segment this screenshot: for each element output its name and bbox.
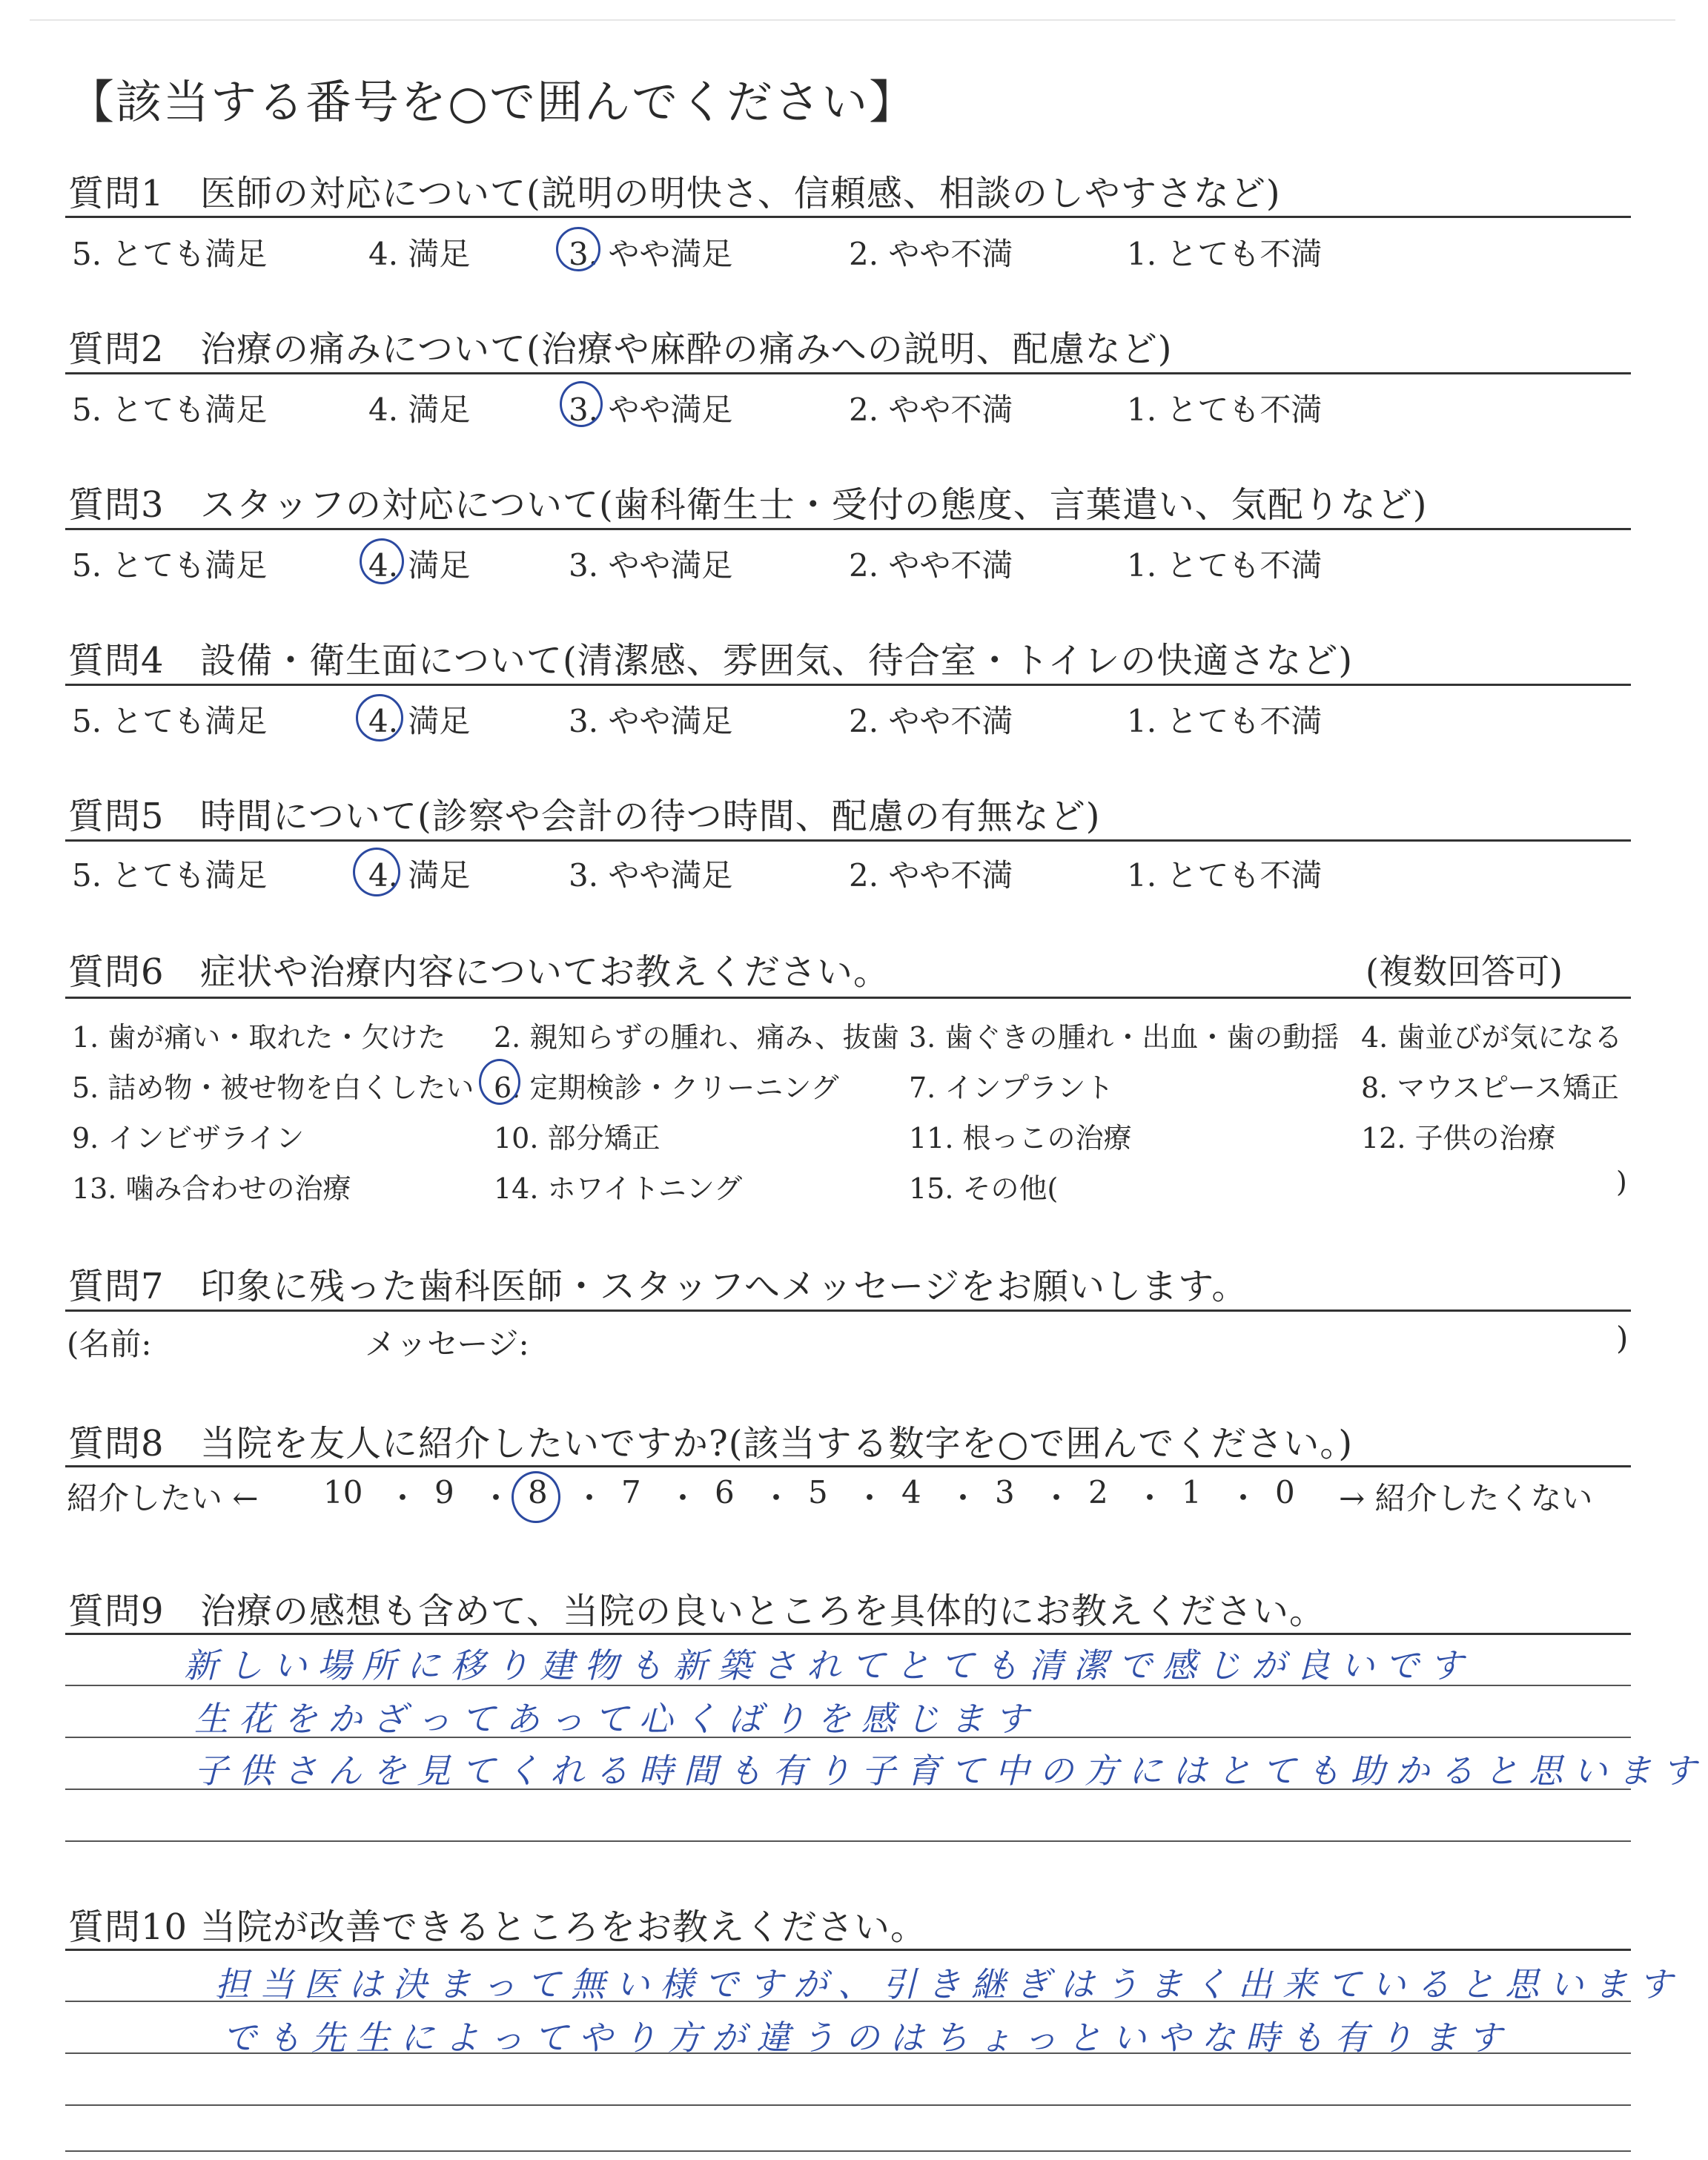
- question-number: 質問7: [68, 1266, 165, 1307]
- multiple-answer-note: (複数回答可): [1366, 951, 1563, 991]
- q1-option-2[interactable]: 2. やや不満: [849, 236, 1013, 272]
- q6-answer-circle: [479, 1059, 520, 1105]
- q4-option-5[interactable]: 5. とても満足: [72, 703, 268, 739]
- q8-score-0[interactable]: 0: [1275, 1474, 1295, 1510]
- q6-option-15[interactable]: 15. その他(: [909, 1172, 1059, 1205]
- q8-scale-left-label: 紹介したい ←: [67, 1480, 259, 1516]
- q1-answer-circle: [556, 227, 600, 271]
- q8-separator: ・: [667, 1480, 699, 1516]
- q3-option-2[interactable]: 2. やや不満: [849, 547, 1013, 584]
- q6-option-7[interactable]: 7. インプラント: [909, 1071, 1114, 1104]
- q2-option-1[interactable]: 1. とても不満: [1127, 392, 1323, 428]
- q8-separator: ・: [1228, 1480, 1260, 1516]
- q1-option-5[interactable]: 5. とても満足: [72, 236, 268, 272]
- q2-option-2[interactable]: 2. やや不満: [849, 392, 1013, 428]
- question-text: 治療の感想も含めて、当院の良いところを具体的にお教えください。: [200, 1591, 1326, 1632]
- q9-handwritten-line-1: 新しい場所に移り建物も新築されてとても清潔で感じが良いです: [184, 1645, 1474, 1685]
- q8-scale-right-label: → 紹介したくない: [1339, 1480, 1593, 1516]
- question-rule: [65, 216, 1631, 218]
- q3-option-3[interactable]: 3. やや満足: [569, 547, 733, 584]
- answer-line: [65, 2150, 1631, 2152]
- q7-message-label: メッセージ:: [365, 1326, 529, 1362]
- q8-score-3[interactable]: 3: [995, 1474, 1015, 1510]
- scan-edge-line: [30, 19, 1675, 21]
- q5-option-4[interactable]: 4. 満足: [368, 857, 471, 894]
- question-6-title: [68, 943, 890, 994]
- answer-line: [65, 1840, 1631, 1842]
- q1-option-1[interactable]: 1. とても不満: [1127, 236, 1323, 272]
- question-number: 質問10: [68, 1906, 188, 1948]
- question-9-title: [68, 1582, 1325, 1634]
- question-text: 治療の痛みについて(治療や麻酔の痛みへの説明、配慮など): [200, 328, 1173, 370]
- q9-handwritten-line-3: 子供さんを見てくれる時間も有り子育て中の方にはとても助かると思います: [194, 1751, 1707, 1791]
- question-8-title: [68, 1415, 1353, 1466]
- question-text: 時間について(診察や会計の待つ時間、配慮の有無など): [200, 796, 1101, 837]
- q6-option-11[interactable]: 11. 根っこの治療: [909, 1122, 1132, 1155]
- q10-handwritten-line-2: でも先生によってやり方が違うのはちょっといやな時も有ります: [222, 2018, 1512, 2058]
- q4-option-3[interactable]: 3. やや満足: [569, 703, 733, 739]
- q9-handwritten-line-2: 生花をかざってあって心くばりを感じます: [194, 1699, 1039, 1739]
- q8-score-4[interactable]: 4: [901, 1474, 921, 1510]
- question-3-title: [68, 476, 1428, 527]
- question-rule: [65, 372, 1631, 374]
- question-number: 質問8: [68, 1423, 165, 1464]
- question-text: 症状や治療内容についてお教えください。: [200, 951, 890, 993]
- q8-score-2[interactable]: 2: [1088, 1474, 1108, 1510]
- question-number: 質問2: [68, 328, 165, 370]
- q8-score-9[interactable]: 9: [434, 1474, 454, 1510]
- question-text: 当院が改善できるところをお教えください。: [200, 1906, 927, 1948]
- q7-name-label: (名前:: [67, 1326, 152, 1362]
- question-4-title: [68, 632, 1353, 683]
- q1-option-4[interactable]: 4. 満足: [368, 236, 471, 272]
- q6-option-13[interactable]: 13. 噛み合わせの治療: [72, 1172, 351, 1205]
- q10-handwritten-line-1: 担当医は決まって無い様ですが、引き継ぎはうまく出来ていると思います: [215, 1964, 1683, 2004]
- question-number: 質問6: [68, 951, 165, 993]
- q8-score-8[interactable]: 8: [528, 1474, 548, 1510]
- question-5-title: [68, 787, 1101, 839]
- q5-option-3[interactable]: 3. やや満足: [569, 857, 733, 894]
- q6-option-10[interactable]: 10. 部分矯正: [494, 1122, 661, 1155]
- q8-score-6[interactable]: 6: [715, 1474, 735, 1510]
- question-rule: [65, 684, 1631, 686]
- q6-option-2[interactable]: 2. 親知らずの腫れ、痛み、抜歯: [494, 1021, 899, 1054]
- question-rule: [65, 1309, 1631, 1312]
- q6-option-1[interactable]: 1. 歯が痛い・取れた・欠けた: [72, 1021, 446, 1054]
- q4-option-1[interactable]: 1. とても不満: [1127, 703, 1323, 739]
- q6-option-14[interactable]: 14. ホワイトニング: [494, 1172, 743, 1205]
- q8-separator: ・: [854, 1480, 886, 1516]
- q8-separator: ・: [1134, 1480, 1166, 1516]
- q6-option-5[interactable]: 5. 詰め物・被せ物を白くしたい: [72, 1071, 474, 1104]
- q6-option-8[interactable]: 8. マウスピース矯正: [1361, 1071, 1619, 1104]
- question-rule: [65, 1949, 1631, 1951]
- question-7-title: [68, 1258, 1248, 1309]
- q1-option-3[interactable]: 3. やや満足: [569, 236, 733, 272]
- q5-answer-circle: [353, 848, 400, 896]
- q8-answer-circle: [512, 1471, 560, 1523]
- answer-line: [65, 2104, 1631, 2106]
- question-text: 医師の対応について(説明の明快さ、信頼感、相談のしやすさなど): [200, 173, 1281, 214]
- q8-separator: ・: [947, 1480, 979, 1516]
- question-rule: [65, 528, 1631, 530]
- question-2-title: [68, 320, 1173, 371]
- question-number: 質問1: [68, 173, 165, 214]
- q6-option-12[interactable]: 12. 子供の治療: [1361, 1122, 1556, 1155]
- q8-separator: ・: [1041, 1480, 1073, 1516]
- question-text: 当院を友人に紹介したいですか?(該当する数字を○で囲んでください。): [200, 1423, 1354, 1464]
- q8-separator: ・: [387, 1480, 419, 1516]
- q6-option-15-close: ): [1616, 1166, 1627, 1198]
- q8-score-5[interactable]: 5: [808, 1474, 828, 1510]
- question-number: 質問5: [68, 796, 165, 837]
- q4-option-2[interactable]: 2. やや不満: [849, 703, 1013, 739]
- q4-answer-circle: [356, 694, 403, 742]
- q8-separator: ・: [761, 1480, 792, 1516]
- question-rule: [65, 1465, 1631, 1467]
- q8-score-1[interactable]: 1: [1182, 1474, 1202, 1510]
- q5-option-5[interactable]: 5. とても満足: [72, 857, 268, 894]
- question-number: 質問9: [68, 1591, 165, 1632]
- q2-option-4[interactable]: 4. 満足: [368, 392, 471, 428]
- q8-separator: ・: [574, 1480, 606, 1516]
- question-rule: [65, 1633, 1631, 1635]
- q5-option-1[interactable]: 1. とても不満: [1127, 857, 1323, 894]
- q7-close-paren: ): [1616, 1320, 1629, 1356]
- question-rule: [65, 997, 1631, 999]
- question-number: 質問4: [68, 640, 165, 681]
- q8-score-7[interactable]: 7: [621, 1474, 641, 1510]
- question-text: 印象に残った歯科医師・スタッフへメッセージをお願いします。: [200, 1266, 1248, 1307]
- question-10-title: [68, 1898, 927, 1949]
- q6-option-9[interactable]: 9. インビザライン: [72, 1122, 305, 1155]
- question-text: 設備・衛生面について(清潔感、雰囲気、待合室・トイレの快適さなど): [200, 640, 1354, 681]
- q2-option-5[interactable]: 5. とても満足: [72, 392, 268, 428]
- q3-option-1[interactable]: 1. とても不満: [1127, 547, 1323, 584]
- q6-option-6[interactable]: 6. 定期検診・クリーニング: [494, 1071, 839, 1104]
- q2-answer-circle: [560, 381, 603, 427]
- q8-score-10[interactable]: 10: [323, 1474, 363, 1510]
- q5-option-2[interactable]: 2. やや不満: [849, 857, 1013, 894]
- q3-answer-circle: [360, 538, 404, 584]
- question-1-title: [68, 165, 1281, 216]
- q3-option-5[interactable]: 5. とても満足: [72, 547, 268, 584]
- question-number: 質問3: [68, 484, 165, 526]
- question-rule: [65, 839, 1631, 842]
- q4-option-4[interactable]: 4. 満足: [368, 703, 471, 739]
- q6-option-3[interactable]: 3. 歯ぐきの腫れ・出血・歯の動揺: [909, 1021, 1340, 1054]
- page-heading: 【該当する番号を○で囲んでください】: [68, 75, 917, 129]
- q2-option-3[interactable]: 3. やや満足: [569, 392, 733, 428]
- question-text: スタッフの対応について(歯科衛生士・受付の態度、言葉遣い、気配りなど): [200, 484, 1428, 526]
- q6-option-4[interactable]: 4. 歯並びが気になる: [1361, 1021, 1623, 1054]
- q8-separator: ・: [480, 1480, 512, 1516]
- q3-option-4[interactable]: 4. 満足: [368, 547, 471, 584]
